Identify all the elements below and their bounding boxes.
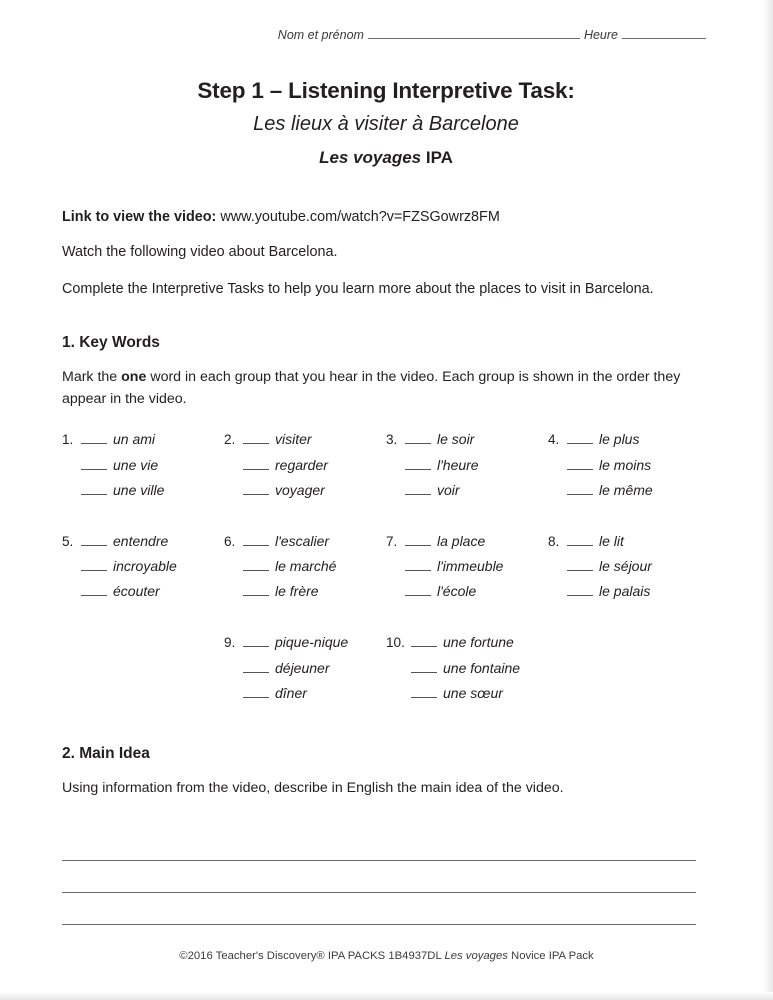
key-words-option[interactable] xyxy=(224,458,386,472)
answer-blank[interactable] xyxy=(81,483,107,495)
answer-blank[interactable] xyxy=(81,458,107,470)
answer-blank[interactable] xyxy=(243,635,269,647)
page-edge-shadow-bottom xyxy=(0,992,773,1000)
option-label: une fontaine xyxy=(443,659,521,676)
option-label: pique-nique xyxy=(275,634,349,651)
answer-blank[interactable] xyxy=(243,661,269,673)
footer-product-italic: Les voyages xyxy=(444,950,508,962)
intro-line-1: Watch the following video about Barcelona. xyxy=(62,244,338,261)
main-idea-answer-area[interactable] xyxy=(62,829,710,925)
answer-blank[interactable] xyxy=(567,432,593,444)
instr-part-2: word in each group that you hear in the video. Each group is shown in the order they appear in the video. xyxy=(62,368,681,407)
option-label: le lit xyxy=(599,532,624,549)
key-words-option[interactable] xyxy=(386,661,548,675)
footer-product-rest: Novice IPA Pack xyxy=(507,950,594,962)
video-link-line xyxy=(62,206,710,228)
key-words-option[interactable] xyxy=(62,584,224,598)
unit-title xyxy=(62,148,710,168)
group-number: 6. xyxy=(224,533,236,549)
option-label: le marché xyxy=(275,558,337,575)
answer-blank[interactable] xyxy=(411,661,437,673)
answer-blank[interactable] xyxy=(567,584,593,596)
option-label: déjeuner xyxy=(275,659,330,676)
instr-emphasis: one xyxy=(121,368,147,385)
option-label: l'escalier xyxy=(275,532,330,549)
key-words-option[interactable] xyxy=(548,483,710,497)
option-label: l'heure xyxy=(437,456,479,473)
option-label: l'école xyxy=(437,583,477,600)
name-write-in-line[interactable] xyxy=(368,26,580,39)
key-words-option[interactable] xyxy=(386,686,548,700)
key-words-group-10 xyxy=(386,635,548,711)
video-link-label: Link to view the video: xyxy=(62,209,217,225)
group-number: 3. xyxy=(386,431,398,447)
key-words-option[interactable] xyxy=(224,661,386,675)
key-words-option[interactable] xyxy=(224,584,386,598)
option-label: le soir xyxy=(437,430,475,447)
key-words-option[interactable] xyxy=(386,483,548,497)
answer-blank[interactable] xyxy=(411,635,437,647)
key-words-option[interactable] xyxy=(386,559,548,573)
intro-line-2: Complete the Interpretive Tasks to help you learn more about the places to visit in Barcelona. xyxy=(62,280,654,297)
key-words-option[interactable] xyxy=(386,635,548,650)
answer-blank[interactable] xyxy=(567,559,593,571)
answer-blank[interactable] xyxy=(243,483,269,495)
option-label: écouter xyxy=(113,583,160,600)
option-label: une ville xyxy=(113,481,165,498)
option-label: la place xyxy=(437,532,486,549)
option-label: dîner xyxy=(275,684,307,701)
page-title: Step 1 – Listening Interpretive Task: xyxy=(197,78,575,103)
group-number: 7. xyxy=(386,533,398,549)
option-label: le séjour xyxy=(599,558,652,575)
key-words-group-2 xyxy=(224,432,386,508)
option-label: une vie xyxy=(113,456,159,473)
option-label: incroyable xyxy=(113,558,177,575)
group-number: 8. xyxy=(548,533,560,549)
option-label: le palais xyxy=(599,583,651,600)
group-number: 4. xyxy=(548,431,560,447)
answer-blank[interactable] xyxy=(411,686,437,698)
page-content xyxy=(62,0,710,925)
footer-copyright: ©2016 Teacher's Discovery® IPA PACKS 1B4937DL xyxy=(179,950,445,962)
answer-blank[interactable] xyxy=(243,432,269,444)
key-words-option[interactable] xyxy=(62,458,224,472)
unit-title-rest: IPA xyxy=(421,148,453,167)
option-label: entendre xyxy=(113,532,169,549)
intro-block xyxy=(62,206,710,300)
group-number: 9. xyxy=(224,635,236,651)
key-words-group-6 xyxy=(224,534,386,610)
key-words-option[interactable] xyxy=(224,432,386,447)
option-label: une sœur xyxy=(443,684,503,701)
key-words-instructions xyxy=(62,366,700,410)
answer-blank[interactable] xyxy=(243,686,269,698)
key-words-group-5 xyxy=(62,534,224,610)
time-label: Heure xyxy=(583,28,618,42)
answer-blank[interactable] xyxy=(243,584,269,596)
option-label: le moins xyxy=(599,456,652,473)
answer-blank[interactable] xyxy=(81,534,107,546)
option-label: le plus xyxy=(599,430,640,447)
option-label: l'immeuble xyxy=(437,558,504,575)
video-link-url[interactable]: www.youtube.com/watch?v=FZSGowrz8FM xyxy=(220,209,500,225)
answer-blank[interactable] xyxy=(81,584,107,596)
name-label: Nom et prénom xyxy=(277,28,364,42)
key-words-option[interactable] xyxy=(386,584,548,598)
key-words-row xyxy=(62,635,710,711)
answer-blank[interactable] xyxy=(567,483,593,495)
option-label: un ami xyxy=(113,430,156,447)
answer-blank[interactable] xyxy=(243,458,269,470)
unit-title-italic: Les voyages xyxy=(319,148,422,167)
answer-line[interactable] xyxy=(62,829,696,861)
answer-blank[interactable] xyxy=(405,432,431,444)
group-number: 10. xyxy=(386,635,405,651)
key-words-option[interactable] xyxy=(386,458,548,472)
option-label: le même xyxy=(599,481,653,498)
key-words-option[interactable] xyxy=(386,534,548,549)
answer-blank[interactable] xyxy=(81,559,107,571)
key-words-option[interactable] xyxy=(224,483,386,497)
key-words-group-1 xyxy=(62,432,224,508)
key-words-option[interactable] xyxy=(62,534,224,549)
answer-blank[interactable] xyxy=(405,584,431,596)
answer-line[interactable] xyxy=(62,893,696,925)
answer-blank[interactable] xyxy=(567,534,593,546)
key-words-option[interactable] xyxy=(548,534,710,549)
key-words-option[interactable] xyxy=(224,635,386,650)
option-label: une fortune xyxy=(443,634,514,651)
answer-blank[interactable] xyxy=(81,432,107,444)
key-words-option[interactable] xyxy=(224,686,386,700)
group-number: 2. xyxy=(224,431,236,447)
key-words-group-4 xyxy=(548,432,710,508)
group-number: 1. xyxy=(62,431,74,447)
section-heading-main-idea: 2. Main Idea xyxy=(62,744,150,762)
answer-blank[interactable] xyxy=(243,534,269,546)
page-edge-shadow-right xyxy=(763,0,773,1000)
key-words-grid xyxy=(62,432,710,711)
key-words-group-7 xyxy=(386,534,548,610)
key-words-group-8 xyxy=(548,534,710,610)
page-footer xyxy=(0,950,773,962)
answer-blank[interactable] xyxy=(405,458,431,470)
key-words-option[interactable] xyxy=(386,432,548,447)
key-words-row xyxy=(62,534,710,610)
key-words-group-9 xyxy=(224,635,386,711)
key-words-option[interactable] xyxy=(548,458,710,472)
key-words-option[interactable] xyxy=(224,559,386,573)
option-label: visiter xyxy=(275,430,312,447)
key-words-option[interactable] xyxy=(548,584,710,598)
key-words-option[interactable] xyxy=(548,559,710,573)
group-number: 5. xyxy=(62,533,74,549)
key-words-option[interactable] xyxy=(224,534,386,549)
student-info-line xyxy=(62,0,710,42)
answer-blank[interactable] xyxy=(405,559,431,571)
section-heading-key-words: 1. Key Words xyxy=(62,333,160,351)
key-words-option[interactable] xyxy=(62,432,224,447)
key-words-option[interactable] xyxy=(548,432,710,447)
option-label: le frère xyxy=(275,583,319,600)
key-words-group-3 xyxy=(386,432,548,508)
time-write-in-line[interactable] xyxy=(622,26,706,39)
main-idea-instructions: Using information from the video, describe in English the main idea of the video. xyxy=(62,779,564,796)
answer-blank[interactable] xyxy=(405,534,431,546)
answer-blank[interactable] xyxy=(567,458,593,470)
key-words-row xyxy=(62,432,710,508)
answer-line[interactable] xyxy=(62,861,696,893)
title-block xyxy=(62,78,710,168)
option-label: regarder xyxy=(275,456,328,473)
key-words-option[interactable] xyxy=(62,559,224,573)
option-label: voyager xyxy=(275,481,325,498)
key-words-option[interactable] xyxy=(62,483,224,497)
page-subtitle: Les lieux à visiter à Barcelone xyxy=(253,113,519,135)
answer-blank[interactable] xyxy=(405,483,431,495)
option-label: voir xyxy=(437,481,460,498)
instr-part-1: Mark the xyxy=(62,368,122,385)
answer-blank[interactable] xyxy=(243,559,269,571)
